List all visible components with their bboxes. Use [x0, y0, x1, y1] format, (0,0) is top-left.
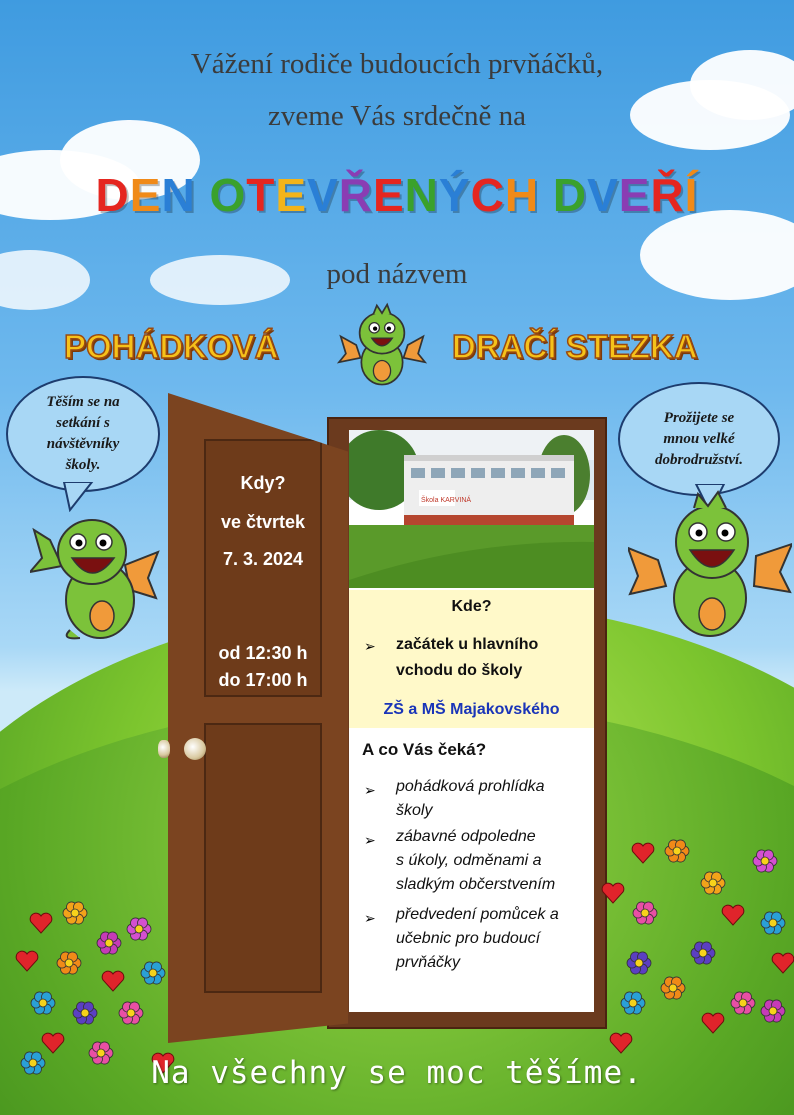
door-knob-icon: [184, 738, 206, 760]
door-panel-bottom: [204, 723, 322, 993]
title-letter: E: [129, 169, 162, 221]
title-letter: Ř: [650, 169, 685, 221]
bubble-text-line: setkání s: [56, 415, 110, 431]
expect-item-line: předvedení pomůcek a: [396, 906, 559, 923]
event-day: ve čtvrtek: [220, 512, 306, 532]
title-letter: Í: [684, 169, 699, 221]
flower-icon: [752, 848, 778, 874]
title-letter: [539, 168, 553, 222]
closing-message: Na všechny se moc těšíme.: [151, 1055, 643, 1091]
bubble-text-line: Prožijete se: [663, 409, 735, 426]
flower-icon: [140, 960, 166, 986]
school-photo: [349, 430, 594, 588]
bubble-text-line: dobrodružství.: [655, 451, 743, 468]
greeting-line-2: zveme Vás srdečně na: [268, 100, 526, 132]
heart-icon: [14, 948, 40, 974]
school-sign: Škola KARVINÁ: [421, 497, 472, 504]
flower-icon: [56, 950, 82, 976]
flower-icon: [690, 940, 716, 966]
where-bullet-icon: ➢: [364, 638, 376, 654]
subtitle-left: POHÁDKOVÁ: [64, 328, 279, 365]
bubble-text-line: školy.: [65, 457, 101, 473]
title-letter: E: [618, 169, 651, 221]
title-letter: C: [470, 169, 505, 221]
event-time-from: od 12:30 h: [218, 643, 308, 663]
flower-icon: [660, 975, 686, 1001]
event-date: 7. 3. 2024: [222, 549, 304, 569]
expect-item-line: učebnic pro budoucí: [396, 930, 541, 947]
title-letter: O: [209, 169, 247, 221]
title-letter: T: [246, 169, 276, 221]
bubble-text-line: Těším se na: [46, 394, 120, 410]
title-letter: V: [587, 169, 619, 221]
expect-bullet-icon: ➢: [364, 782, 376, 798]
flower-icon: [760, 998, 786, 1024]
dragon-right-icon: [628, 490, 792, 640]
heart-icon: [100, 968, 126, 994]
heart-icon: [770, 950, 794, 976]
where-question: Kde?: [451, 598, 492, 615]
greeting-line-1: Vážení rodiče budoucích prvňáčků,: [190, 48, 604, 80]
where-bullet-line-1: začátek u hlavního: [396, 636, 539, 653]
flower-icon: [700, 870, 726, 896]
expect-question: A co Vás čeká?: [362, 740, 487, 759]
title-letter: Ý: [438, 169, 471, 221]
speech-bubble-left: [6, 376, 160, 492]
title-letter: [196, 168, 210, 222]
title-letter: D: [95, 169, 130, 221]
expect-bullet-icon: ➢: [364, 910, 376, 926]
heart-icon: [700, 1010, 726, 1036]
door-hinge-icon: [158, 740, 170, 758]
heart-icon: [720, 902, 746, 928]
flower-icon: [96, 930, 122, 956]
dragon-left-icon: [30, 500, 160, 645]
flower-icon: [30, 990, 56, 1016]
expect-item-line: zábavné odpoledne: [396, 828, 536, 845]
title-letter: V: [307, 169, 339, 221]
flower-icon: [62, 900, 88, 926]
expect-item-line: pohádková prohlídka: [396, 778, 545, 795]
subtitle-intro: pod názvem: [326, 258, 468, 290]
title-letter: N: [161, 169, 196, 221]
title-letter: E: [372, 169, 405, 221]
flower-icon: [632, 900, 658, 926]
flower-icon: [620, 990, 646, 1016]
bubble-text-line: návštěvníky: [46, 436, 120, 452]
title-letter: H: [504, 169, 540, 221]
title-letter: N: [404, 169, 439, 221]
flower-icon: [626, 950, 652, 976]
subtitle-right: DRAČÍ STEZKA: [452, 328, 698, 365]
heart-icon: [608, 1030, 634, 1056]
flower-icon: [118, 1000, 144, 1026]
flower-icon: [664, 838, 690, 864]
dragon-small-icon: [336, 302, 428, 388]
speech-bubble-right: [618, 382, 780, 496]
flower-icon: [730, 990, 756, 1016]
flower-icon: [126, 916, 152, 942]
title-letter: E: [275, 169, 308, 221]
expect-item-line: školy: [396, 802, 433, 819]
heart-icon: [600, 880, 626, 906]
where-bullet-line-2: vchodu do školy: [396, 662, 523, 679]
heart-icon: [28, 910, 54, 936]
school-name: ZŠ a MŠ Majakovského: [383, 701, 560, 718]
title-letter: Ř: [338, 169, 373, 221]
flower-icon: [760, 910, 786, 936]
heart-icon: [630, 840, 656, 866]
event-time-to: do 17:00 h: [218, 670, 308, 690]
when-question: Kdy?: [240, 473, 286, 493]
bubble-text-line: mnou velké: [663, 430, 735, 447]
expect-bullet-icon: ➢: [364, 832, 376, 848]
event-title: [0, 168, 794, 222]
expect-item-line: sladkým občerstvením: [396, 876, 556, 893]
flower-icon: [72, 1000, 98, 1026]
expect-item-line: s úkoly, odměnami a: [396, 852, 542, 869]
title-letter: D: [552, 169, 588, 221]
expect-item-line: prvňáčky: [396, 954, 461, 971]
